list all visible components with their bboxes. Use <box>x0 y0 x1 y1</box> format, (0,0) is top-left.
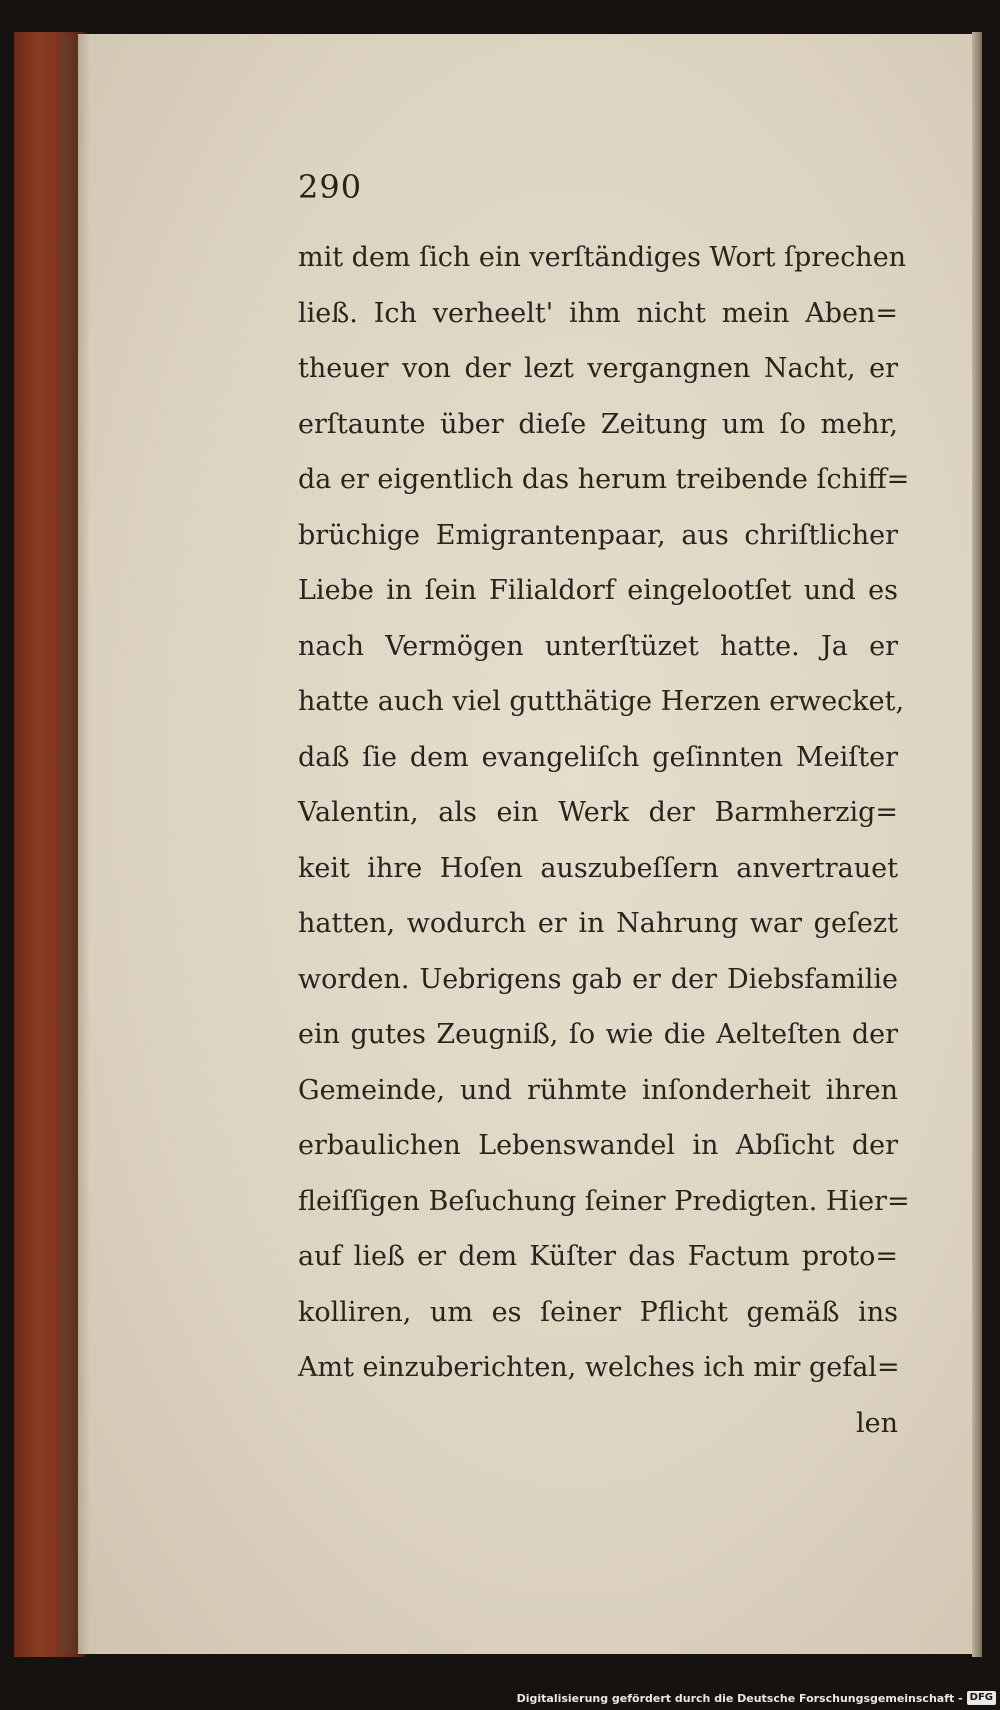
digitization-credit: Digitalisierung gefördert durch die Deutsche Forschungsgemeinschaft - <box>516 1691 963 1705</box>
text-line: nach Vermögen unterſtüzet hatte. Ja er <box>298 630 898 662</box>
page-number: 290 <box>298 168 363 206</box>
text-line: auf ließ er dem Küſter das Factum proto= <box>298 1241 898 1272</box>
text-line: hatte auch viel gutthätige Herzen erwecket, <box>298 686 905 717</box>
text-line: erbaulichen Lebenswandel in Abſicht der <box>298 1130 898 1161</box>
page-right-edge <box>972 32 982 1657</box>
text-line: ließ. Ich verheelt' ihm nicht mein Aben= <box>298 297 898 329</box>
text-line: da er eigentlich das herum treibende ſchiff= <box>298 464 910 495</box>
text-line: theuer von der lezt vergangnen Nacht, er <box>298 353 898 384</box>
text-line: mit dem ſich ein verſtändiges Wort ſprechen <box>298 242 907 273</box>
text-line: fleiſſigen Beſuchung ſeiner Predigten. Hier= <box>298 1185 910 1217</box>
page-gutter-shadow <box>60 34 90 1654</box>
page-text-block <box>298 230 910 1451</box>
text-line: ein gutes Zeugniß, ſo wie die Aelteſten der <box>298 1019 898 1050</box>
text-line: daß ſie dem evangeliſch geſinnten Meiſter <box>298 741 898 773</box>
text-line: Amt einzuberichten, welches ich mir gefal= <box>298 1352 900 1383</box>
dfg-logo: DFG <box>967 1691 996 1705</box>
text-line: worden. Uebrigens gab er der Diebsfamilie <box>298 963 898 995</box>
text-line: Gemeinde, und rühmte inſonderheit ihren <box>298 1074 898 1106</box>
text-line: hatten, wodurch er in Nahrung war geſezt <box>298 908 898 939</box>
text-line: Valentin, als ein Werk der Barmherzig= <box>298 797 898 828</box>
text-line: keit ihre Hoſen auszubeſſern anvertrauet <box>298 852 898 884</box>
text-line: kolliren, um es ſeiner Pflicht gemäß ins <box>298 1296 898 1328</box>
text-line: erſtaunte über dieſe Zeitung um ſo mehr, <box>298 408 898 440</box>
text-line: Liebe in ſein Filialdorf eingelootſet und es <box>298 575 898 606</box>
text-line: len <box>855 1407 898 1439</box>
text-line: brüchige Emigrantenpaar, aus chriſtlicher <box>298 519 898 551</box>
digitization-footer <box>516 1688 996 1708</box>
